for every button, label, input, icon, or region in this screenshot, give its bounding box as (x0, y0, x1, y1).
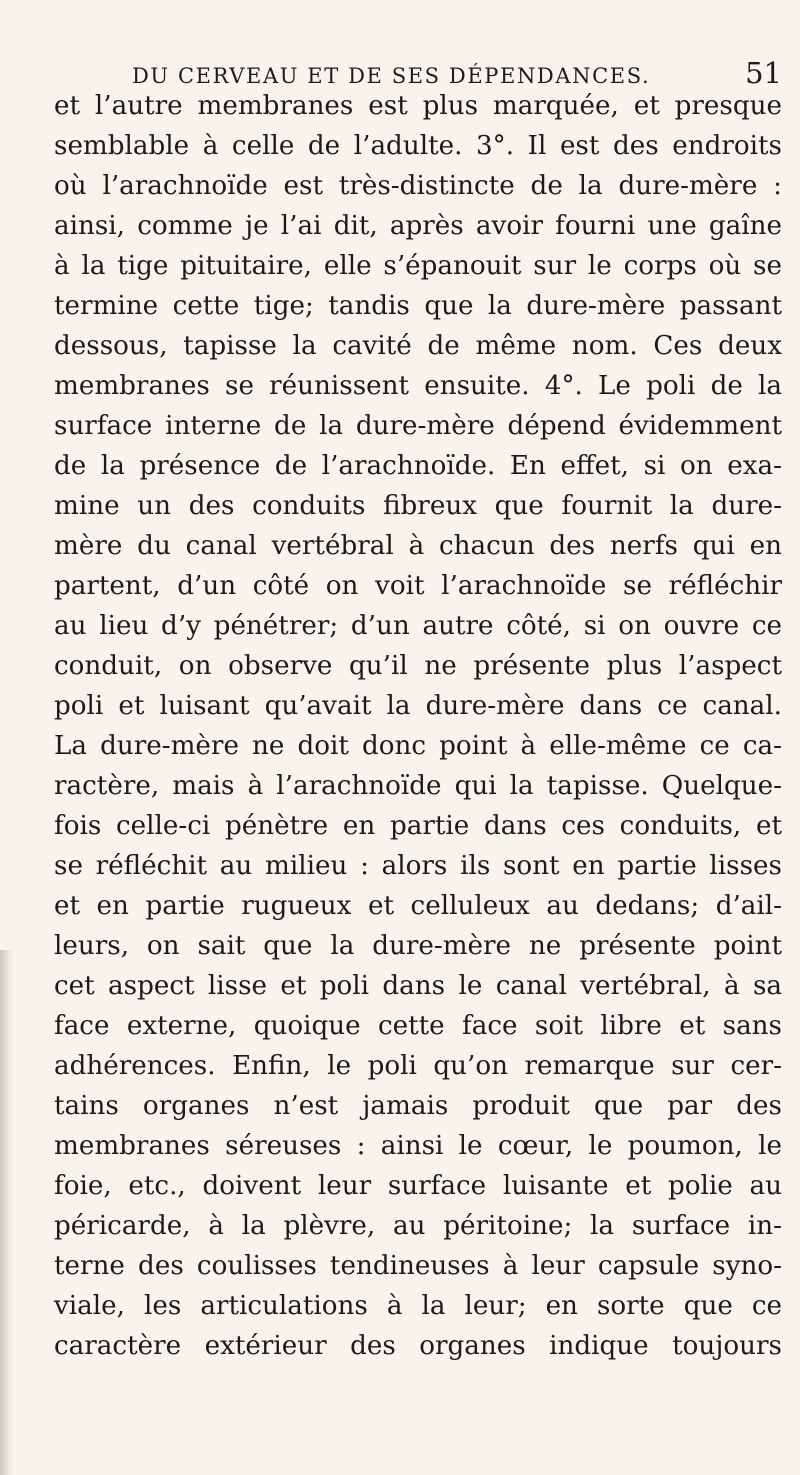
text-line: ainsi, comme je l’ai dit, après avoir fourni une gaîne (54, 211, 782, 241)
text-line: péricarde, à la plèvre, au péritoine; la surface in- (54, 1211, 782, 1241)
text-line: viale, les articulations à la leur; en sorte que ce (54, 1291, 782, 1321)
text-line: mine un des conduits fibreux que fournit la dure- (54, 491, 782, 521)
text-line: face externe, quoique cette face soit libre et sans (54, 1011, 782, 1041)
text-line: à la tige pituitaire, elle s’épanouit sur le corps où se (54, 251, 782, 281)
text-line: où l’arachnoïde est très-distincte de la dure-mère : (54, 171, 782, 201)
text-line: conduit, on observe qu’il ne présente plus l’aspect (54, 651, 782, 681)
text-line: dessous, tapisse la cavité de même nom. Ces deux (54, 331, 782, 361)
text-line: de la présence de l’arachnoïde. En effet, si on exa- (54, 451, 782, 481)
text-line: mère du canal vertébral à chacun des nerfs qui en (54, 531, 782, 561)
page-number: 51 (745, 56, 782, 90)
text-line: tains organes n’est jamais produit que par des (54, 1091, 782, 1121)
text-line: partent, d’un côté on voit l’arachnoïde se réfléchir (54, 571, 782, 601)
text-line: au lieu d’y pénétrer; d’un autre côté, si on ouvre ce (54, 611, 782, 641)
text-line: fois celle-ci pénètre en partie dans ces conduits, et (54, 811, 782, 841)
text-line: et en partie rugueux et celluleux au dedans; d’ail- (54, 891, 782, 921)
text-line: adhérences. Enfin, le poli qu’on remarque sur cer- (54, 1051, 782, 1081)
text-line: La dure-mère ne doit donc point à elle-même ce ca- (54, 731, 782, 761)
text-line: terne des coulisses tendineuses à leur capsule syno- (54, 1251, 782, 1281)
text-line: leurs, on sait que la dure-mère ne présente point (54, 931, 782, 961)
text-line: semblable à celle de l’adulte. 3°. Il est des endroits (54, 131, 782, 161)
text-line: membranes se réunissent ensuite. 4°. Le poli de la (54, 371, 782, 401)
text-line: poli et luisant qu’avait la dure-mère dans ce canal. (54, 691, 782, 721)
text-line: cet aspect lisse et poli dans le canal vertébral, à sa (54, 971, 782, 1001)
text-line: termine cette tige; tandis que la dure-mère passant (54, 291, 782, 321)
page-gutter-shadow (0, 950, 14, 1475)
text-line: membranes séreuses : ainsi le cœur, le poumon, le (54, 1131, 782, 1161)
text-line: caractère extérieur des organes indique toujours (54, 1331, 782, 1361)
running-title: DU CERVEAU ET DE SES DÉPENDANCES. (132, 64, 651, 88)
text-line: ractère, mais à l’arachnoïde qui la tapisse. Quelque- (54, 771, 782, 801)
text-line: et l’autre membranes est plus marquée, et presque (54, 91, 782, 121)
text-line: surface interne de la dure-mère dépend évidemment (54, 411, 782, 441)
text-line: foie, etc., doivent leur surface luisante et polie au (54, 1171, 782, 1201)
text-line: se réfléchit au milieu : alors ils sont en partie lisses (54, 851, 782, 881)
